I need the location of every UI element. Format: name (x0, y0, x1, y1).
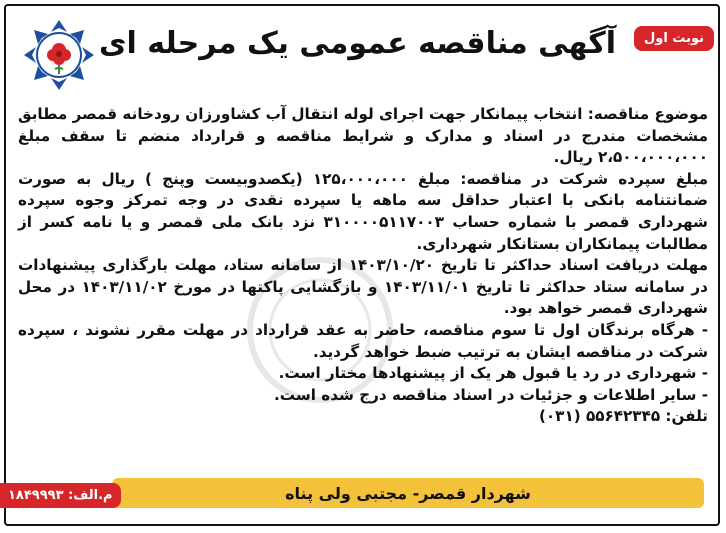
tender-condition-info: - سایر اطلاعات و جزئیات در اسناد مناقصه درج شده است. (274, 385, 708, 404)
contact-phone: تلفن: ۵۵۶۴۲۳۴۵ (۰۳۱) (538, 407, 708, 426)
signature-bar (112, 478, 704, 508)
municipality-logo-icon (22, 18, 96, 92)
tender-deposit: مبلغ سپرده شرکت در مناقصه: مبلغ ۱۲۵،۰۰۰،۰۰۰ (یکصدوبیست وپنج ) ریال به صورت ضمانتنامه بانکی با اعتبار حداقل سه ماهه یا سپرده نقدی در وجه تمرکز وجوه سپرده شهرداری قمصر با شماره حساب ۳۱۰۰۰۰۵۱۱۷۰۰۳ نزد بانک ملی قمصر و یا نامه کسر از مطالبات پیمانکاران بستانکار شهرداری. (18, 169, 708, 253)
publication-round-badge: نوبت اول (634, 26, 714, 51)
tender-deadlines: مهلت دریافت اسناد حداکثر تا تاریخ ۱۴۰۳/۱۰/۲۰ از سامانه ستاد، مهلت بارگذاری پیشنهادات در سامانه ستاد حداکثر تا تاریخ ۱۴۰۳/۱۱/۰۱ و بازگشایی پاکتها در مورخ ۱۴۰۳/۱۱/۰۲ در محل شهرداری قمصر خواهد بود. (18, 256, 708, 318)
notice-body (18, 104, 708, 428)
reference-number-badge: م.الف: ۱۸۴۹۹۹۳ (0, 483, 121, 508)
notice-title: آگهی مناقصه عمومی یک مرحله ای (99, 26, 616, 61)
tender-condition-rejection: - شهرداری در رد یا قبول هر یک از پیشنهادها مختار است. (278, 364, 708, 383)
tender-condition-winners: - هرگاه برندگان اول تا سوم مناقصه، حاضر به عقد قرارداد در مهلت مقرر نشوند ، سپرده شرکت در مناقصه ایشان به ترتیب ضبط خواهد گردید. (18, 320, 708, 361)
tender-subject: موضوع مناقصه: انتخاب پیمانکار جهت اجرای لوله انتقال آب کشاورزان رودخانه قمصر مطابق مشخصات مندرج در اسناد و مدارک و شرایط مناقصه و قرارداد منضم تا سقف مبلغ ۲،۵۰۰،۰۰۰،۰۰۰ ریال. (18, 105, 708, 167)
mayor-signature: شهردار قمصر- مجتبی ولی پناه (285, 483, 531, 503)
